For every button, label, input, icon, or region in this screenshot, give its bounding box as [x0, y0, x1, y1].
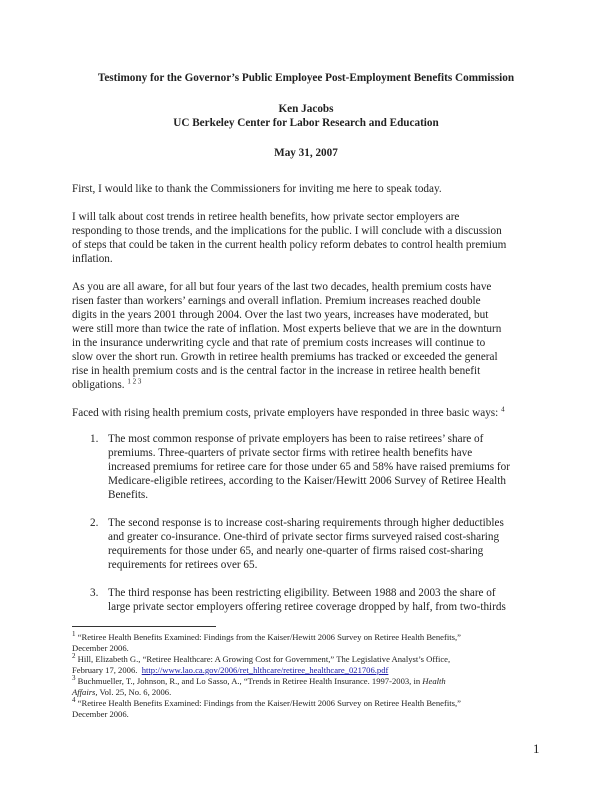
footnote-text: Vol. 25, No. 6, 2006. [97, 687, 172, 697]
list-item-line: large private sector employers offering retiree coverage dropped by half, from two-thirds [108, 601, 506, 613]
footnote-3 [72, 676, 446, 686]
footnote-2-line-2 [72, 665, 388, 675]
footnote-journal: Affairs, [72, 687, 98, 697]
footnote-1 [72, 632, 461, 642]
paragraph-line: inflation. [72, 253, 113, 265]
paragraph-line: slow over the short run. Growth in retiree health premiums has tracked or exceeded the general [72, 351, 498, 363]
paragraph-line [72, 379, 141, 392]
footnote-1-line-2: December 2006. [72, 643, 129, 653]
footnote-separator [72, 626, 216, 627]
affiliation: UC Berkeley Center for Labor Research and Education [173, 117, 439, 129]
paragraph-line: of steps that could be taken in the current health policy reform debates to control health premium [72, 239, 507, 251]
footnote-link[interactable]: http://www.lao.ca.gov/2006/ret_hlthcare/retiree_healthcare_021706.pdf [141, 665, 389, 675]
footnote-2 [72, 654, 450, 664]
list-item-line: The most common response of private employers has been to raise retirees’ share of [108, 433, 484, 445]
document-date: May 31, 2007 [274, 147, 338, 159]
paragraph-line: were still more than twice the rate of inflation. Most experts believe that we are in the downturn [72, 323, 502, 335]
paragraph-line: digits in the years 2001 through 2004. Over the last two years, increases have moderated, but [72, 309, 489, 321]
paragraph-line: rise in health premium costs and is the central factor in the increase in retiree health benefit [72, 365, 481, 377]
footnote-references[interactable]: 1 2 3 [127, 377, 142, 386]
footnote-mark: 3 [72, 674, 76, 683]
paragraph-line: in the insurance underwriting cycle and that rate of premium costs increases will continue to [72, 337, 486, 349]
footnote-text: February 17, 2006. [72, 665, 142, 675]
list-item-line: increased premiums for retiree care for those under 65 and 58% have raised premiums for [108, 461, 510, 473]
footnote-mark: 4 [72, 696, 76, 705]
list-item-line: requirements for those under 65, and nearly one-quarter of firms raised cost-sharing [108, 545, 484, 557]
page-number: 1 [533, 741, 540, 756]
paragraph-line: As you are all aware, for all but four years of the last two decades, health premium costs have [72, 281, 492, 293]
list-number: 3. [90, 587, 99, 599]
footnote-text: Buchmueller, T., Johnson, R., and Lo Sasso, A., “Trends in Retiree Health Insurance. 1997-2003, in [77, 676, 423, 686]
list-item-line: Benefits. [108, 489, 149, 501]
paragraph-line: responding to those trends, and the implications for the public. I will conclude with a discussion [72, 225, 502, 237]
paragraph-text: Faced with rising health premium costs, private employers have responded in three basic ways: [72, 407, 499, 419]
footnote-text: “Retiree Health Benefits Examined: Findings from the Kaiser/Hewitt 2006 Survey on Retiree Health Benefits,” [77, 698, 461, 708]
list-number: 1. [90, 433, 99, 445]
paragraph-text: obligations. [72, 379, 125, 391]
footnote-3-line-2 [72, 687, 171, 697]
paragraph-line: First, I would like to thank the Commissioners for inviting me here to speak today. [72, 183, 442, 195]
document-title: Testimony for the Governor’s Public Employee Post-Employment Benefits Commission [97, 72, 515, 84]
footnote-reference[interactable]: 4 [501, 405, 505, 414]
list-item-line: and greater co-insurance. One-third of private sector firms surveyed raised cost-sharing [108, 531, 500, 543]
list-item-line: The second response is to increase cost-sharing requirements through higher deductibles [108, 517, 504, 529]
footnote-mark: 2 [72, 652, 76, 661]
footnote-text: “Retiree Health Benefits Examined: Findings from the Kaiser/Hewitt 2006 Survey on Retiree Health Benefits,” [77, 632, 461, 642]
list-number: 2. [90, 517, 99, 529]
paragraph-line: I will talk about cost trends in retiree health benefits, how private sector employers are [72, 211, 460, 223]
author-name: Ken Jacobs [278, 103, 334, 115]
footnote-journal: Health [422, 676, 446, 686]
list-item-line: premiums. Three-quarters of private sector firms with retiree health benefits have [108, 447, 473, 459]
footnote-text: Hill, Elizabeth G., “Retiree Healthcare: A Growing Cost for Government,” The Legislative Analyst’s Office, [77, 654, 451, 664]
footnote-mark: 1 [72, 630, 76, 639]
footnote-4-line-2: December 2006. [72, 709, 129, 719]
list-item-line: The third response has been restricting eligibility. Between 1988 and 2003 the share of [108, 587, 496, 599]
paragraph-line [72, 407, 505, 420]
list-item-line: requirements for retirees over 65. [108, 559, 258, 571]
paragraph-line: risen faster than workers’ earnings and overall inflation. Premium increases reached double [72, 295, 481, 307]
list-item-line: Medicare-eligible retirees, according to the Kaiser/Hewitt 2006 Survey of Retiree Health [108, 475, 506, 487]
footnote-4 [72, 698, 461, 708]
